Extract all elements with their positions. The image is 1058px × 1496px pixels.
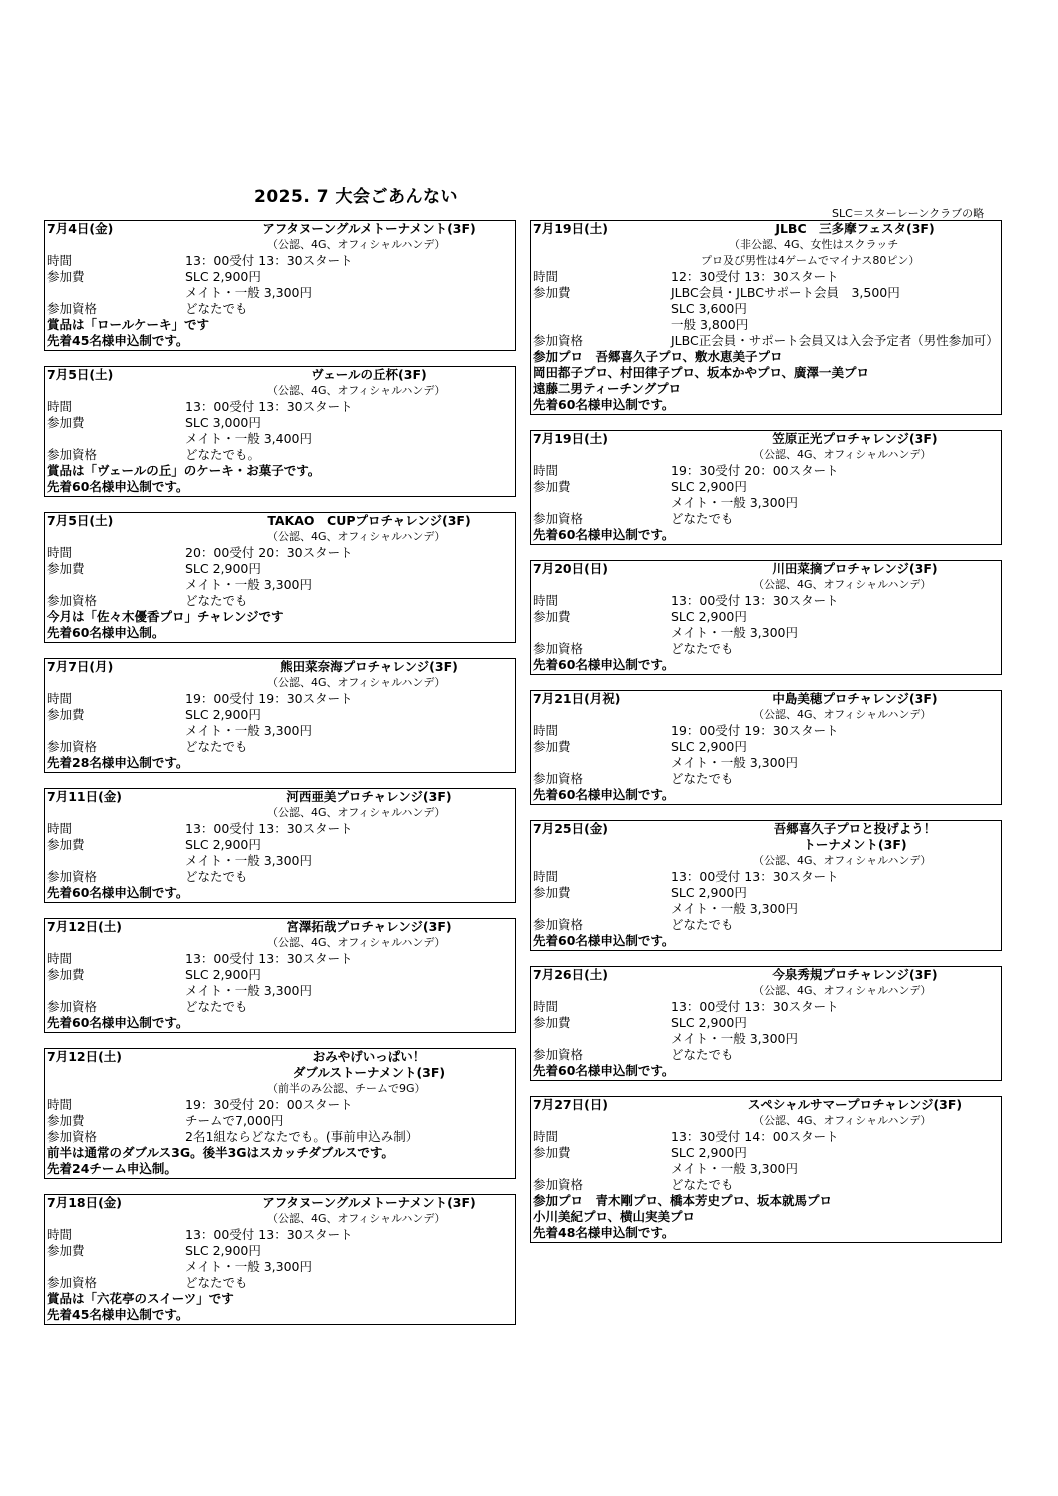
info-value: メイト・一般 3,300円 [185,285,313,300]
info-value: どなたでも [671,511,734,526]
info-value: JLBC会員・JLBCサポート会員 3,500円 [671,285,900,300]
info-value: 2名1組ならどなたでも。(事前申込み制） [185,1129,419,1144]
event-header [533,221,1001,237]
event-date: 7月11日(金) [47,789,123,804]
event-title: ヴェールの丘杯(3F) [311,367,427,382]
event-title: 笠原正光プロチャレンジ(3F) [772,431,938,446]
event-conditions: （公認、4G、オフィシャルハンデ） [267,384,446,397]
info-value: 19：30受付 20：00スタート [185,1097,353,1112]
info-value: SLC 2,900円 [671,739,747,754]
info-row [47,853,515,869]
info-row [533,1129,1001,1145]
event-note: 先着60名様申込制です。 [533,657,675,672]
info-value: 20：00受付 20：30スタート [185,545,353,560]
info-label: 参加資格 [533,1177,584,1192]
info-value: メイト・一般 3,300円 [671,625,799,640]
info-label: 参加費 [533,1145,571,1160]
event-date: 7月19日(土) [533,221,609,236]
event-date: 7月4日(金) [47,221,114,236]
info-row [47,269,515,285]
info-row [533,755,1001,771]
info-value: 19：30受付 20：00スタート [671,463,839,478]
event-note: 先着60名様申込制です。 [47,885,189,900]
event-header [533,821,1001,837]
info-value: SLC 2,900円 [671,1145,747,1160]
event-title: ダブルストーナメント(3F) [292,1065,446,1080]
info-row [47,1227,515,1243]
event-box [530,690,1002,805]
event-conditions: （公認、4G、オフィシャルハンデ） [753,708,932,721]
event-note: 賞品は「ヴェールの丘」のケーキ・お菓子です。 [47,463,321,478]
info-label: 時間 [47,821,73,836]
info-row [533,771,1001,787]
info-row [533,901,1001,917]
info-label: 参加費 [533,885,571,900]
info-value: JLBC正会員・サポート会員又は入会予定者（男性参加可） [671,333,999,348]
info-row [47,869,515,885]
event-box [44,918,516,1033]
info-label: 参加資格 [47,593,98,608]
slc-note: SLC＝スターレーンクラブの略 [832,207,985,220]
event-note: 先着60名様申込制です。 [47,1015,189,1030]
info-row [533,1145,1001,1161]
info-row [47,545,515,561]
info-value: どなたでも [185,1275,248,1290]
event-title: 中島美穂プロチャレンジ(3F) [772,691,938,706]
info-value: メイト・一般 3,300円 [185,577,313,592]
info-value: 13：00受付 13：30スタート [185,253,353,268]
info-value: メイト・一般 3,300円 [185,1259,313,1274]
info-row [533,269,1001,285]
info-row [533,917,1001,933]
info-value: メイト・一般 3,400円 [185,431,313,446]
info-row [47,253,515,269]
info-value: 一般 3,800円 [671,317,749,332]
info-value: メイト・一般 3,300円 [671,901,799,916]
event-conditions: （公認、4G、オフィシャルハンデ） [267,1212,446,1225]
info-value: 13：00受付 13：30スタート [185,821,353,836]
info-row [533,641,1001,657]
event-box [530,430,1002,545]
info-label [533,317,671,333]
event-title: トーナメント(3F) [803,837,907,852]
info-label: 参加資格 [47,869,98,884]
info-row [533,609,1001,625]
info-row [533,495,1001,511]
info-value: 13：00受付 13：30スタート [671,999,839,1014]
info-value: SLC 2,900円 [185,561,261,576]
info-label: 時間 [47,545,73,560]
event-header [533,1097,1001,1113]
event-header [47,789,515,805]
info-label: 参加資格 [533,1047,584,1062]
info-label: 参加費 [533,479,571,494]
info-row [533,317,1001,333]
event-note: 先着60名様申込制です。 [533,933,675,948]
event-note: 先着45名様申込制です。 [47,333,189,348]
event-box [44,220,516,351]
info-label [533,755,671,771]
event-note: 先着28名様申込制です。 [47,755,189,770]
event-header [47,659,515,675]
info-row [47,1113,515,1129]
info-label: 時間 [47,1227,73,1242]
info-row [533,301,1001,317]
info-row [533,885,1001,901]
event-box [530,820,1002,951]
event-date [47,1065,223,1081]
info-row [47,1259,515,1275]
info-label: 参加資格 [533,641,584,656]
event-box [44,1048,516,1179]
info-label: 参加費 [47,1113,85,1128]
event-note: 遠藤二男ティーチングプロ [533,381,682,396]
info-label: 参加資格 [47,739,98,754]
info-row [47,999,515,1015]
info-value: どなたでも [671,1047,734,1062]
info-row [47,951,515,967]
info-value: SLC 2,900円 [185,707,261,722]
info-label: 参加資格 [47,1275,98,1290]
info-label [533,301,671,317]
event-title: TAKAO CUPプロチャレンジ(3F) [267,513,471,528]
event-note: 先着60名様申込制です。 [47,479,189,494]
event-title: 今泉秀規プロチャレンジ(3F) [772,967,938,982]
info-label: 参加費 [47,1243,85,1258]
info-label: 参加資格 [533,333,584,348]
info-label [47,983,185,999]
info-row [533,463,1001,479]
info-label: 参加資格 [47,301,98,316]
info-value: SLC 2,900円 [671,885,747,900]
event-box [530,1096,1002,1243]
info-label [47,853,185,869]
event-title: 宮澤拓哉プロチャレンジ(3F) [286,919,452,934]
info-value: どなたでも [671,771,734,786]
info-row [47,707,515,723]
info-label [533,495,671,511]
info-value: SLC 2,900円 [671,1015,747,1030]
left-column [44,220,516,1340]
event-date: 7月12日(土) [47,919,123,934]
info-label: 時間 [47,1097,73,1112]
info-row [533,625,1001,641]
info-value: 13：00受付 13：30スタート [671,869,839,884]
info-label: 参加費 [47,967,85,982]
info-row [47,739,515,755]
event-header [533,837,1001,853]
event-note: 先着60名様申込制。 [47,625,165,640]
event-header [47,1065,515,1081]
info-label: 参加費 [533,739,571,754]
info-label: 時間 [533,463,559,478]
info-label [47,431,185,447]
info-value: どなたでも [185,593,248,608]
info-value: メイト・一般 3,300円 [671,1161,799,1176]
event-box [44,366,516,497]
event-note: 先着24チーム申込制。 [47,1161,177,1176]
info-label [47,1259,185,1275]
right-column [530,220,1002,1258]
info-label: 時間 [47,253,73,268]
info-label: 参加資格 [47,999,98,1014]
event-header [47,1195,515,1211]
info-label [47,285,185,301]
event-note: 今月は「佐々木優香プロ」チャレンジです [47,609,284,624]
info-row [47,1129,515,1145]
event-header [533,561,1001,577]
info-row [47,723,515,739]
info-value: 13：00受付 13：30スタート [671,593,839,608]
info-value: どなたでも [185,999,248,1014]
event-conditions: （公認、4G、オフィシャルハンデ） [267,530,446,543]
info-value: 12：30受付 13：30スタート [671,269,839,284]
info-label: 参加資格 [533,511,584,526]
event-title: アフタヌーングルメトーナメント(3F) [262,1195,476,1210]
info-value: SLC 2,900円 [671,609,747,624]
event-header [47,513,515,529]
info-value: 19：00受付 19：30スタート [185,691,353,706]
event-date [533,837,709,853]
info-row [533,1015,1001,1031]
event-date: 7月5日(土) [47,367,114,382]
info-value: 13：00受付 13：30スタート [185,399,353,414]
info-value: SLC 2,900円 [671,479,747,494]
event-date: 7月21日(月祝) [533,691,621,706]
event-box [44,1194,516,1325]
info-value: SLC 2,900円 [185,967,261,982]
info-label: 時間 [533,869,559,884]
info-label: 参加費 [533,609,571,624]
info-label: 時間 [533,999,559,1014]
event-date: 7月19日(土) [533,431,609,446]
info-row [533,593,1001,609]
info-row [47,447,515,463]
info-label: 参加費 [47,561,85,576]
info-row [47,1243,515,1259]
event-note: 先着45名様申込制です。 [47,1307,189,1322]
info-label: 参加資格 [533,771,584,786]
event-header [47,1049,515,1065]
event-conditions: （公認、4G、オフィシャルハンデ） [753,854,932,867]
info-row [533,1161,1001,1177]
info-value: メイト・一般 3,300円 [671,495,799,510]
event-title: 河西亜美プロチャレンジ(3F) [286,789,452,804]
info-label [533,1161,671,1177]
event-header [533,431,1001,447]
info-value: メイト・一般 3,300円 [185,983,313,998]
event-note: 先着60名様申込制です。 [533,397,675,412]
event-header [533,691,1001,707]
info-row [533,285,1001,301]
event-box [44,512,516,643]
info-row [533,723,1001,739]
event-box [530,560,1002,675]
event-box [44,658,516,773]
event-note: 先着60名様申込制です。 [533,787,675,802]
info-value: SLC 2,900円 [185,837,261,852]
info-label: 時間 [533,1129,559,1144]
info-label [533,625,671,641]
info-label: 参加費 [533,1015,571,1030]
info-row [47,1275,515,1291]
info-value: メイト・一般 3,300円 [185,853,313,868]
event-box [530,966,1002,1081]
info-row [47,983,515,999]
event-note: 前半は通常のダブルス3G。後半3Gはスカッチダブルスです。 [47,1145,394,1160]
info-row [47,821,515,837]
info-value: SLC 3,600円 [671,301,747,316]
info-row [47,431,515,447]
event-note: 賞品は「ロールケーキ」です [47,317,210,332]
info-label: 参加費 [47,837,85,852]
event-conditions: （公認、4G、オフィシャルハンデ） [753,984,932,997]
info-label: 時間 [533,269,559,284]
info-row [533,999,1001,1015]
info-label: 時間 [533,723,559,738]
info-row [47,301,515,317]
event-conditions: （公認、4G、オフィシャルハンデ） [267,676,446,689]
info-value: SLC 3,000円 [185,415,261,430]
event-note: 賞品は「六花亭のスイーツ」です [47,1291,234,1306]
info-value: どなたでも [185,869,248,884]
info-label: 参加費 [47,269,85,284]
event-conditions: （前半のみ公認、チームで9G） [267,1082,426,1095]
event-note: 岡田都子プロ、村田律子プロ、坂本かやプロ、廣澤一美プロ [533,365,870,380]
event-note: 先着60名様申込制です。 [533,1063,675,1078]
event-conditions: （公認、4G、オフィシャルハンデ） [753,448,932,461]
event-conditions: （公認、4G、オフィシャルハンデ） [267,806,446,819]
info-row [533,479,1001,495]
event-date: 7月7日(月) [47,659,114,674]
event-conditions: プロ及び男性は4ゲームでマイナス80ピン） [701,254,920,267]
event-box [530,220,1002,415]
info-label: 参加資格 [47,447,98,462]
info-label: 時間 [533,593,559,608]
info-value: どなたでも [185,739,248,754]
event-title: スペシャルサマープロチャレンジ(3F) [747,1097,963,1112]
info-label: 時間 [47,951,73,966]
event-note: 先着60名様申込制です。 [533,527,675,542]
info-row [533,1047,1001,1063]
event-note: 参加プロ 青木剛プロ、橋本芳史プロ、坂本就馬プロ [533,1193,833,1208]
info-row [533,1177,1001,1193]
info-value: メイト・一般 3,300円 [671,1031,799,1046]
event-header [533,967,1001,983]
info-value: どなたでも [671,917,734,932]
event-date: 7月27日(日) [533,1097,609,1112]
info-value: SLC 2,900円 [185,1243,261,1258]
event-title: 吾郷喜久子プロと投げよう！ [773,821,937,836]
info-label [533,901,671,917]
info-value: メイト・一般 3,300円 [185,723,313,738]
event-date: 7月12日(土) [47,1049,123,1064]
event-title: アフタヌーングルメトーナメント(3F) [262,221,476,236]
event-date: 7月5日(土) [47,513,114,528]
info-value: SLC 2,900円 [185,269,261,284]
info-value: どなたでも [671,1177,734,1192]
info-row [47,577,515,593]
info-label: 参加資格 [47,1129,98,1144]
info-row [47,593,515,609]
info-label: 参加費 [47,415,85,430]
info-label: 時間 [47,691,73,706]
event-title: JLBC 三多摩フェスタ(3F) [775,221,935,236]
info-row [47,415,515,431]
event-date: 7月25日(金) [533,821,609,836]
event-note: 参加プロ 吾郷喜久子プロ、敷水恵美子プロ [533,349,783,364]
info-row [47,691,515,707]
event-box [44,788,516,903]
info-value: どなたでも [185,301,248,316]
event-title: 熊田菜奈海プロチャレンジ(3F) [280,659,458,674]
info-label [47,577,185,593]
info-value: 13：00受付 13：30スタート [185,1227,353,1242]
event-header [47,221,515,237]
info-label: 参加費 [533,285,571,300]
event-date: 7月18日(金) [47,1195,123,1210]
event-title: 川田菜摘プロチャレンジ(3F) [772,561,938,576]
info-row [47,561,515,577]
event-note: 先着48名様申込制です。 [533,1225,675,1240]
info-label: 時間 [47,399,73,414]
event-conditions: （公認、4G、オフィシャルハンデ） [267,238,446,251]
info-label: 参加資格 [533,917,584,932]
info-label [533,1031,671,1047]
page-title: 2025. 7 大会ごあんない [254,187,458,207]
info-label: 参加費 [47,707,85,722]
info-value: 13：30受付 14：00スタート [671,1129,839,1144]
event-title: おみやげいっぱい！ [312,1049,426,1064]
info-value: どなたでも。 [185,447,261,462]
event-conditions: （公認、4G、オフィシャルハンデ） [753,1114,932,1127]
info-value: メイト・一般 3,300円 [671,755,799,770]
info-row [533,869,1001,885]
event-note: 小川美紀プロ、横山実美プロ [533,1209,696,1224]
info-row [533,739,1001,755]
event-conditions: （公認、4G、オフィシャルハンデ） [267,936,446,949]
info-row [47,837,515,853]
info-row [47,399,515,415]
event-date: 7月26日(土) [533,967,609,982]
info-value: 13：00受付 13：30スタート [185,951,353,966]
event-conditions: （公認、4G、オフィシャルハンデ） [753,578,932,591]
info-value: チームで7,000円 [185,1113,284,1128]
event-conditions: （非公認、4G、女性はスクラッチ [729,238,899,251]
info-row [47,1097,515,1113]
event-header [47,919,515,935]
info-row [533,1031,1001,1047]
info-row [533,511,1001,527]
event-header [47,367,515,383]
info-label [47,723,185,739]
info-row [47,967,515,983]
info-row [47,285,515,301]
info-row [533,333,1001,349]
info-value: 19：00受付 19：30スタート [671,723,839,738]
event-date: 7月20日(日) [533,561,609,576]
info-value: どなたでも [671,641,734,656]
